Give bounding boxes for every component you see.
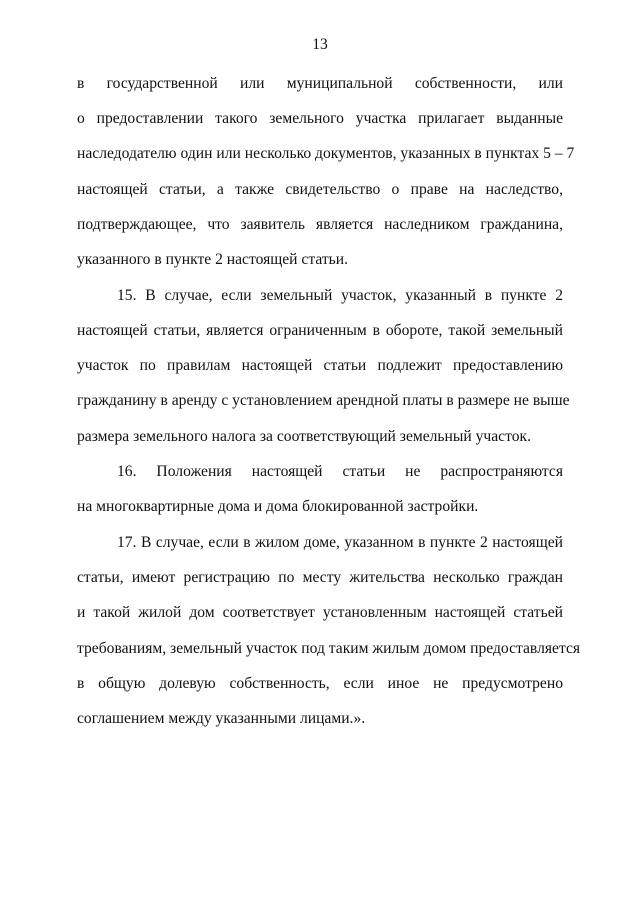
text-line: участок по правилам настоящей статьи подлежит предоставлению bbox=[77, 357, 563, 374]
text-line: настоящей статьи, является ограниченным в обороте, такой земельный bbox=[77, 322, 563, 339]
text-line: в общую долевую собственность, если иное не предусмотрено bbox=[77, 675, 563, 692]
page-number: 13 bbox=[312, 36, 328, 53]
text-line: требованиям, земельный участок под таким жилым домом предоставляется bbox=[77, 640, 581, 657]
text-line: наследодателю один или несколько документов, указанных в пунктах 5 – 7 bbox=[77, 145, 575, 162]
text-line: в государственной или муниципальной собственности, или bbox=[77, 75, 563, 92]
text-line: 17. В случае, если в жилом доме, указанном в пункте 2 настоящей bbox=[117, 534, 563, 551]
text-line: соглашением между указанными лицами.». bbox=[77, 710, 366, 727]
text-line: 15. В случае, если земельный участок, указанный в пункте 2 bbox=[117, 287, 563, 304]
text-line: статьи, имеют регистрацию по месту жительства несколько граждан bbox=[77, 569, 563, 586]
text-line: о предоставлении такого земельного участка прилагает выданные bbox=[77, 110, 563, 127]
text-line: настоящей статьи, а также свидетельство о праве на наследство, bbox=[77, 181, 563, 198]
text-line: на многоквартирные дома и дома блокированной застройки. bbox=[77, 498, 479, 515]
text-line: подтверждающее, что заявитель является наследником гражданина, bbox=[77, 216, 563, 233]
text-line: 16. Положения настоящей статьи не распространяются bbox=[117, 463, 563, 480]
text-line: указанного в пункте 2 настоящей статьи. bbox=[77, 251, 349, 268]
text-line: размера земельного налога за соответствующий земельный участок. bbox=[77, 428, 531, 445]
text-line: гражданину в аренду с установлением арендной платы в размере не выше bbox=[77, 392, 570, 409]
text-line: и такой жилой дом соответствует установленным настоящей статьей bbox=[77, 604, 563, 621]
